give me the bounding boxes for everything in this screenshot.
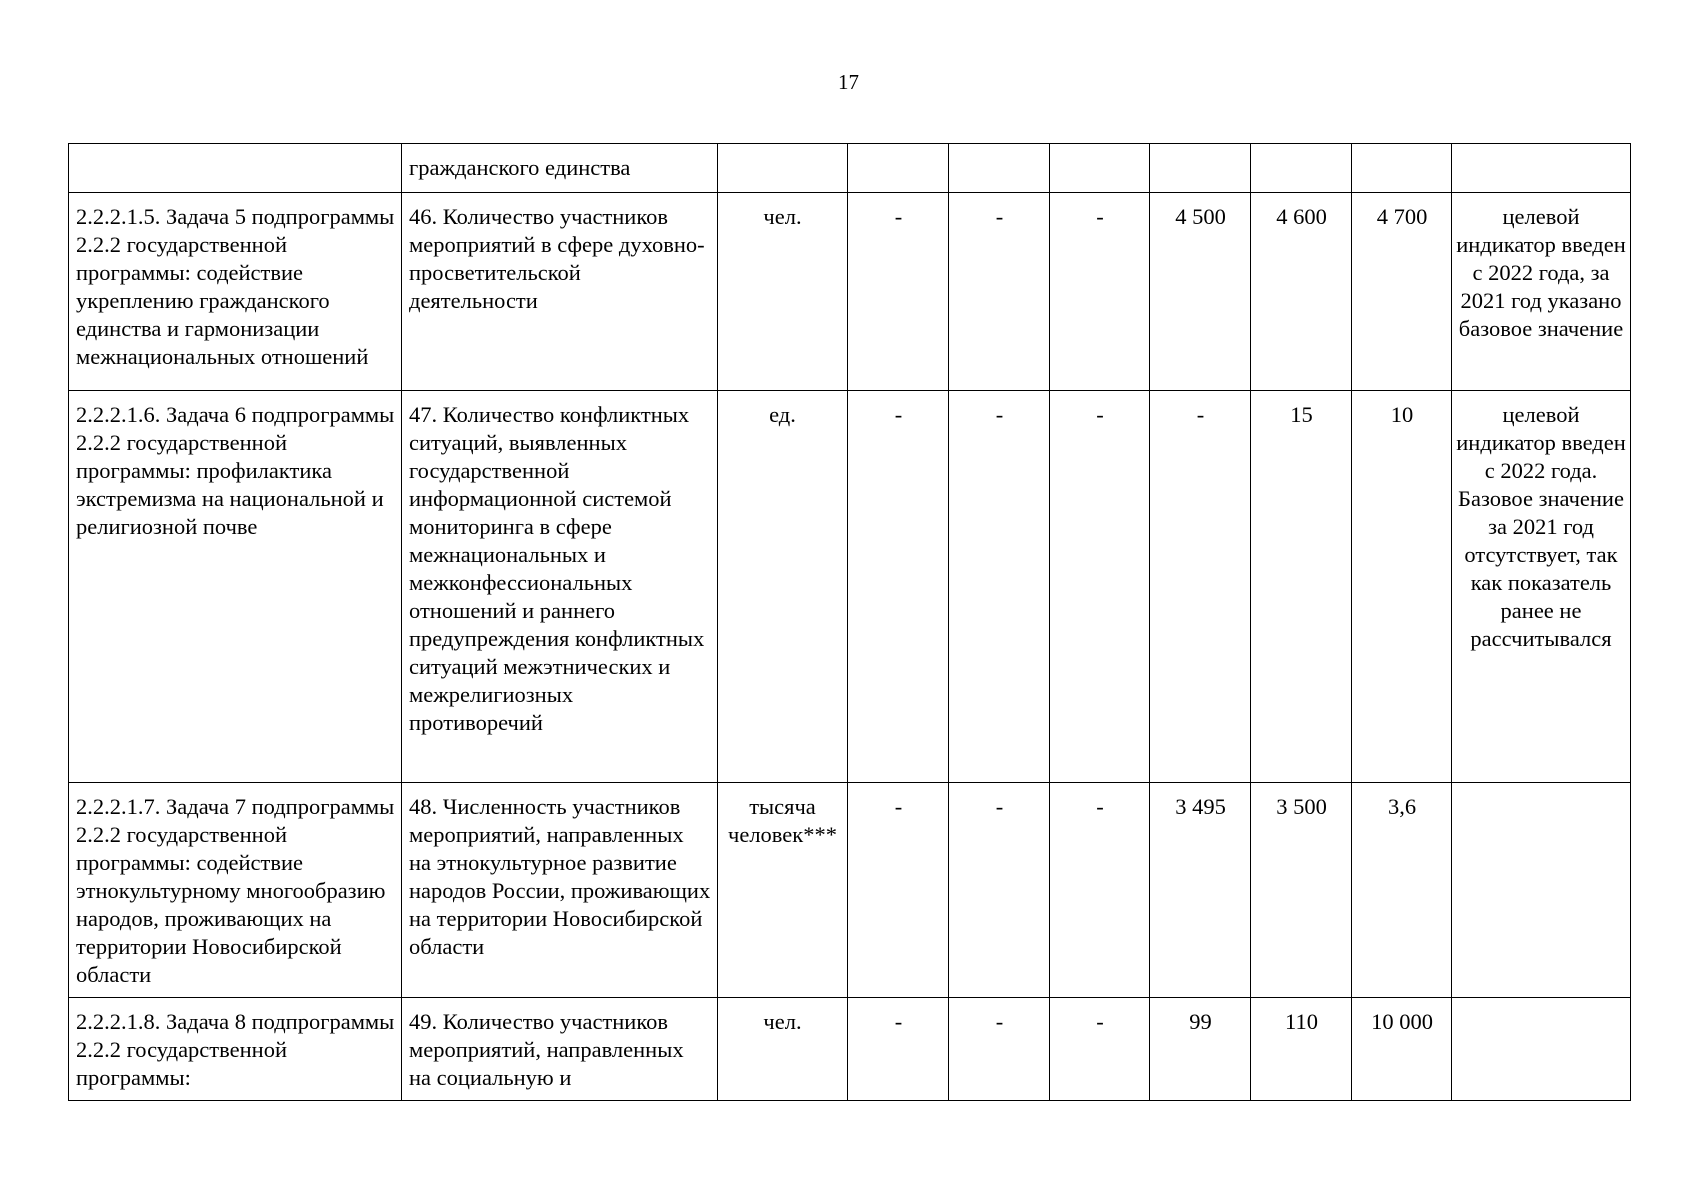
value-cell-2 [949, 144, 1050, 193]
value-cell-1: - [848, 193, 949, 391]
note-cell [1452, 144, 1631, 193]
value-cell-1 [848, 144, 949, 193]
table-row [69, 998, 1631, 1101]
note-cell [1452, 783, 1631, 998]
value-cell-5: 110 [1251, 998, 1352, 1101]
value-cell-5 [1251, 144, 1352, 193]
table-row [69, 783, 1631, 998]
value-cell-1: - [848, 391, 949, 783]
task-cell: 2.2.2.1.8. Задача 8 подпрограммы 2.2.2 государственной программы: [69, 998, 402, 1101]
value-cell-4: 4 500 [1150, 193, 1251, 391]
indicator-cell: 47. Количество конфликтных ситуаций, выявленных государственной информационной системой мониторинга в сфере межнациональных и межконфессиональных отношений и раннего предупреждения конфликтных ситуаций межэтнических и межрелигиозных противоречий [402, 391, 718, 783]
value-cell-2: - [949, 998, 1050, 1101]
unit-cell: ед. [718, 391, 848, 783]
indicators-table [68, 143, 1631, 1101]
value-cell-1: - [848, 783, 949, 998]
value-cell-2: - [949, 783, 1050, 998]
table-row [69, 193, 1631, 391]
indicator-cell: 46. Количество участников мероприятий в сфере духовно-просветительской деятельности [402, 193, 718, 391]
task-cell: 2.2.2.1.6. Задача 6 подпрограммы 2.2.2 государственной программы: профилактика экстремизма на национальной и религиозной почве [69, 391, 402, 783]
unit-cell: тысяча человек*** [718, 783, 848, 998]
unit-cell: чел. [718, 998, 848, 1101]
value-cell-5: 15 [1251, 391, 1352, 783]
indicator-cell: гражданского единства [402, 144, 718, 193]
value-cell-6: 10 000 [1352, 998, 1452, 1101]
value-cell-3: - [1050, 998, 1150, 1101]
note-cell [1452, 998, 1631, 1101]
indicator-cell: 48. Численность участников мероприятий, направленных на этнокультурное развитие народов России, проживающих на территории Новосибирской области [402, 783, 718, 998]
table-row [69, 391, 1631, 783]
value-cell-5: 3 500 [1251, 783, 1352, 998]
task-cell: 2.2.2.1.5. Задача 5 подпрограммы 2.2.2 государственной программы: содействие укреплению гражданского единства и гармонизации межнациональных отношений [69, 193, 402, 391]
unit-cell [718, 144, 848, 193]
value-cell-4 [1150, 144, 1251, 193]
value-cell-2: - [949, 193, 1050, 391]
value-cell-5: 4 600 [1251, 193, 1352, 391]
value-cell-3: - [1050, 391, 1150, 783]
page-number: 17 [838, 70, 859, 94]
table-row [69, 144, 1631, 193]
value-cell-6: 3,6 [1352, 783, 1452, 998]
value-cell-4: 99 [1150, 998, 1251, 1101]
value-cell-2: - [949, 391, 1050, 783]
unit-cell: чел. [718, 193, 848, 391]
value-cell-1: - [848, 998, 949, 1101]
value-cell-6 [1352, 144, 1452, 193]
value-cell-3 [1050, 144, 1150, 193]
note-cell: целевой индикатор введен с 2022 года, за 2021 год указано базовое значение [1452, 193, 1631, 391]
note-cell: целевой индикатор введен с 2022 года. Базовое значение за 2021 год отсутствует, так как показатель ранее не рассчитывался [1452, 391, 1631, 783]
task-cell: 2.2.2.1.7. Задача 7 подпрограммы 2.2.2 государственной программы: содействие этнокультурному многообразию народов, проживающих на территории Новосибирской области [69, 783, 402, 998]
value-cell-4: - [1150, 391, 1251, 783]
value-cell-6: 4 700 [1352, 193, 1452, 391]
value-cell-6: 10 [1352, 391, 1452, 783]
value-cell-3: - [1050, 193, 1150, 391]
task-cell [69, 144, 402, 193]
value-cell-4: 3 495 [1150, 783, 1251, 998]
value-cell-3: - [1050, 783, 1150, 998]
indicator-cell: 49. Количество участников мероприятий, направленных на социальную и [402, 998, 718, 1101]
